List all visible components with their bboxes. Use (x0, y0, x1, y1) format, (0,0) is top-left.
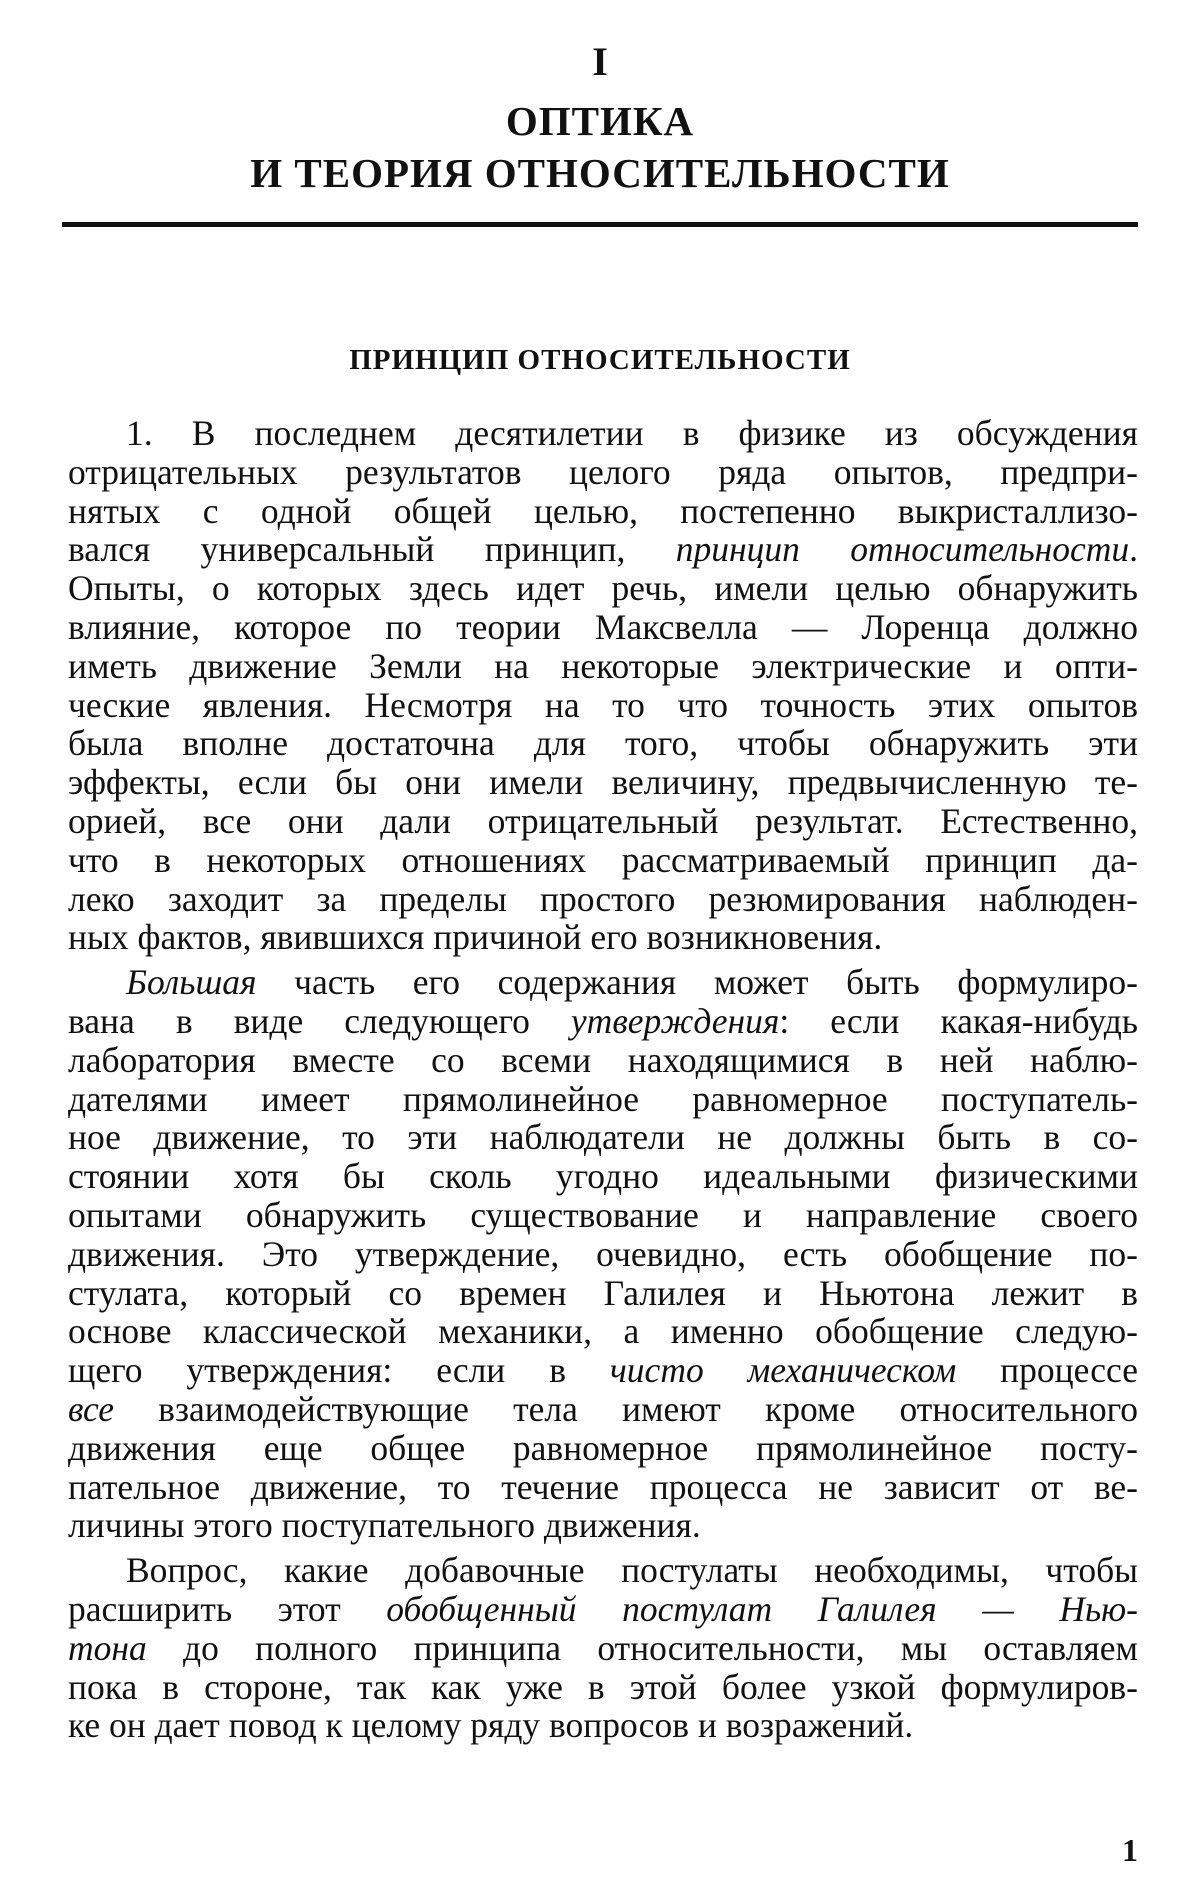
text-segment: орией, все они дали отрицательный результат. Естественно, (68, 800, 1138, 841)
text-line (68, 841, 1138, 880)
text-segment: расширить этот (68, 1588, 387, 1629)
text-segment: лаборатория вместе со всеми находящимися в ней наблю- (68, 1039, 1138, 1080)
text-segment: ке он дает повод к целому ряду вопросов и возражений. (68, 1705, 914, 1746)
text-line (68, 724, 1138, 763)
body-text (68, 414, 1138, 1745)
text-line (68, 414, 1138, 453)
section-title: ПРИНЦИП ОТНОСИТЕЛЬНОСТИ (349, 344, 851, 376)
chapter-divider (62, 222, 1138, 227)
text-segment: движения еще общее равномерное прямолинейное посту- (68, 1427, 1138, 1468)
italic-text: чисто механическом (609, 1350, 957, 1391)
text-segment: ческие явления. Несмотря на то что точность этих опытов (68, 684, 1138, 725)
italic-text: Большая (126, 962, 257, 1003)
text-line (68, 1668, 1138, 1707)
text-line (68, 686, 1138, 725)
text-segment: движения. Это утверждение, очевидно, есть обобщение по- (68, 1233, 1138, 1274)
text-segment: нятых с одной общей целью, постепенно выкристаллизо- (68, 490, 1138, 531)
italic-text: утверждения (570, 1000, 780, 1041)
text-line (68, 802, 1138, 841)
text-line (68, 453, 1138, 492)
text-segment: стоянии хотя бы сколь угодно идеальными физическими (68, 1156, 1138, 1197)
page-number: 1 (1122, 1832, 1138, 1868)
text-line (68, 1235, 1138, 1274)
text-line (68, 647, 1138, 686)
text-segment: взаимодействующие тела имеют кроме относительного (114, 1388, 1138, 1429)
text-line (68, 569, 1138, 608)
text-line (68, 1706, 1138, 1745)
text-segment: вана в виде следующего (68, 1000, 571, 1041)
text-segment: леко заходит за пределы простого резюмирования наблюден- (68, 878, 1138, 919)
text-segment: влияние, которое по теории Максвелла — Лоренца должно (68, 606, 1138, 647)
text-segment: что в некоторых отношениях рассматриваемый принцип да- (68, 839, 1138, 880)
text-segment: часть его содержания может быть формулиро- (256, 962, 1138, 1003)
text-segment: Опыты, о которых здесь идет речь, имели целью обнаружить (68, 568, 1138, 609)
text-line (68, 1196, 1138, 1235)
text-segment: вался универсальный принцип, (68, 529, 676, 570)
text-segment: основе классической механики, а именно обобщение следую- (68, 1311, 1138, 1352)
text-segment: ное движение, то эти наблюдатели не должны быть в со- (68, 1117, 1138, 1158)
part-number: I (592, 39, 608, 84)
text-segment: . (1129, 529, 1138, 570)
text-line (68, 1118, 1138, 1157)
text-line (68, 918, 1138, 957)
chapter-title-line-1: ОПТИКА (505, 98, 695, 144)
text-line (68, 530, 1138, 569)
italic-text: тона (68, 1627, 147, 1668)
text-line (68, 963, 1138, 1002)
text-segment: эффекты, если бы они имели величину, предвычисленную те- (68, 762, 1138, 803)
chapter-title (0, 95, 1200, 199)
text-segment: : если какая-нибудь (779, 1000, 1138, 1041)
text-segment: отрицательных результатов целого ряда опытов, предпри- (68, 451, 1138, 492)
text-line (68, 1157, 1138, 1196)
text-line (68, 492, 1138, 531)
text-line (68, 1080, 1138, 1119)
text-segment: процессе (956, 1350, 1138, 1391)
text-segment: ных фактов, явившихся причиной его возникновения. (68, 917, 883, 958)
text-segment: опытами обнаружить существование и направление своего (68, 1194, 1138, 1235)
paragraph (68, 414, 1138, 957)
text-line (68, 1274, 1138, 1313)
text-line (68, 763, 1138, 802)
text-line (68, 1002, 1138, 1041)
text-line (68, 880, 1138, 919)
text-segment: щего утверждения: если в (68, 1350, 610, 1391)
text-segment: была вполне достаточна для того, чтобы обнаружить эти (68, 723, 1138, 764)
text-line (68, 608, 1138, 647)
text-segment: дателями имеет прямолинейное равномерное поступатель- (68, 1078, 1138, 1119)
text-line (68, 1551, 1138, 1590)
text-line (68, 1629, 1138, 1668)
text-segment: 1. В последнем десятилетии в физике из обсуждения (126, 413, 1138, 453)
italic-text: принцип относительности (675, 529, 1130, 570)
text-segment: пока в стороне, так как уже в этой более узкой формулиров- (68, 1666, 1138, 1707)
paragraph (68, 963, 1138, 1545)
text-segment: иметь движение Земли на некоторые электрические и опти- (68, 645, 1138, 686)
italic-text: обобщенный постулат Галилея — Нью- (386, 1588, 1138, 1629)
text-segment: Вопрос, какие добавочные постулаты необходимы, чтобы (126, 1550, 1138, 1591)
text-segment: до полного принципа относительности, мы оставляем (146, 1627, 1138, 1668)
text-line (68, 1506, 1138, 1545)
text-line (68, 1390, 1138, 1429)
text-line (68, 1429, 1138, 1468)
text-segment: пательное движение, то течение процесса не зависит от ве- (68, 1466, 1138, 1507)
chapter-title-line-2: И ТЕОРИЯ ОТНОСИТЕЛЬНОСТИ (250, 150, 950, 196)
paragraph (68, 1551, 1138, 1745)
text-line (68, 1351, 1138, 1390)
text-line (68, 1468, 1138, 1507)
text-line (68, 1312, 1138, 1351)
text-line (68, 1041, 1138, 1080)
text-segment: стулата, который со времен Галилея и Ньютона лежит в (68, 1272, 1138, 1313)
text-segment: личины этого поступательного движения. (68, 1505, 701, 1546)
text-line (68, 1590, 1138, 1629)
italic-text: все (68, 1388, 114, 1429)
